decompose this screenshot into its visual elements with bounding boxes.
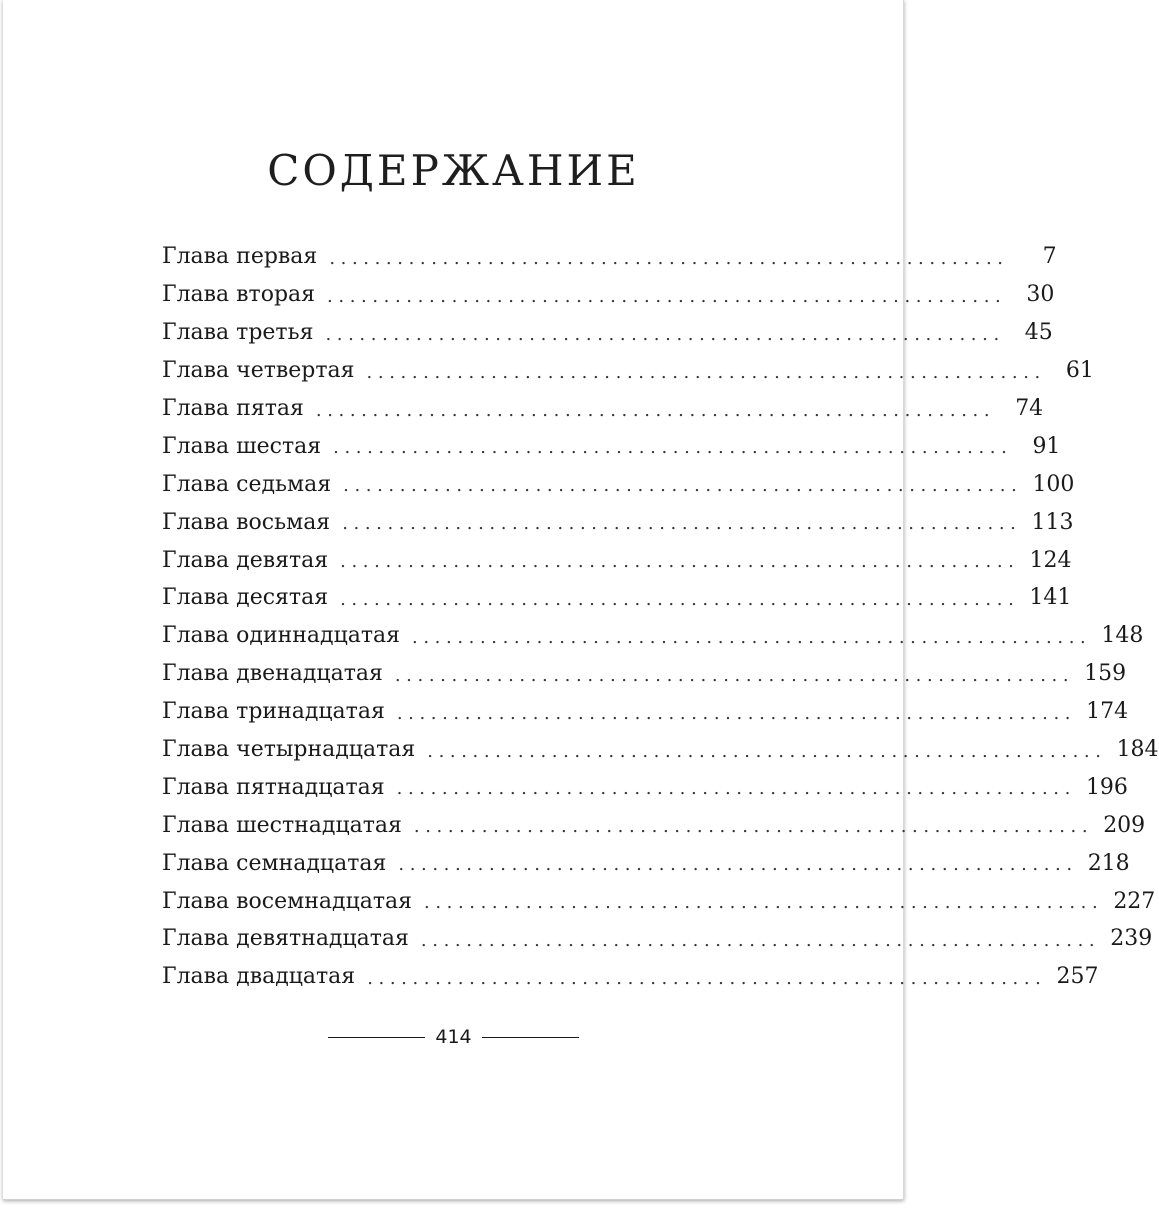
toc-entry-label: Глава девятнадцатая (162, 926, 421, 951)
toc-leader-dots: ............................................................ (366, 361, 1046, 383)
toc-entry-label: Глава двадцатая (162, 964, 367, 989)
toc-entry-page: 7 (1042, 244, 1057, 270)
toc-entry-label: Глава восьмая (162, 510, 342, 535)
toc-leader-dots: ............................................................ (398, 854, 1078, 876)
toc-leader-dots: ............................................................ (329, 247, 1009, 269)
toc-entry[interactable] (162, 390, 1044, 428)
toc-leader-dots: ............................................................ (340, 588, 1020, 610)
toc-entry[interactable] (162, 768, 1128, 806)
toc-entry-label: Глава семнадцатая (162, 851, 398, 876)
toc-entry-label: Глава пятая (162, 396, 316, 421)
page-number: 414 (435, 1026, 472, 1048)
toc-entry[interactable] (162, 276, 1055, 314)
toc-leader-dots: ............................................................ (396, 778, 1076, 800)
toc-entry-label: Глава четвертая (162, 358, 367, 383)
toc-entry[interactable] (162, 427, 1061, 465)
toc-entry-page: 239 (1110, 926, 1153, 952)
toc-entry-label: Глава вторая (162, 282, 327, 307)
page-footer (3, 1026, 904, 1048)
toc-entry-page: 30 (1026, 282, 1055, 308)
toc-entry-page: 196 (1085, 774, 1128, 800)
toc-entry-page: 257 (1056, 964, 1099, 990)
toc-leader-dots: ............................................................ (394, 664, 1075, 686)
toc-entry-label: Глава восемнадцатая (162, 889, 424, 914)
toc-entry-page: 61 (1065, 358, 1094, 384)
toc-entry-page: 141 (1029, 585, 1072, 611)
toc-entry[interactable] (162, 920, 1153, 958)
toc-entry[interactable] (162, 314, 1053, 352)
toc-entry-page: 159 (1084, 661, 1127, 687)
toc-leader-dots: ............................................................ (420, 929, 1101, 951)
toc-entry-page: 174 (1086, 699, 1129, 725)
toc-leader-dots: ............................................................ (325, 323, 1005, 345)
toc-leader-dots: ............................................................ (327, 285, 1007, 307)
toc-entry-label: Глава одиннадцатая (162, 623, 412, 648)
toc-entry-label: Глава седьмая (162, 472, 343, 497)
toc-entry-page: 74 (1015, 396, 1044, 421)
toc-leader-dots: ............................................................ (396, 702, 1077, 724)
toc-leader-dots: ............................................................ (315, 399, 996, 421)
toc-leader-dots: ............................................................ (413, 816, 1094, 838)
toc-entry[interactable] (162, 693, 1129, 731)
toc-entry[interactable] (162, 465, 1075, 503)
toc-entry-page: 91 (1032, 433, 1061, 459)
toc-leader-dots: ............................................................ (343, 475, 1023, 497)
toc-entry[interactable] (162, 579, 1072, 617)
toc-entry-label: Глава первая (162, 244, 329, 269)
toc-entry-label: Глава тринадцатая (162, 699, 397, 724)
toc-entry[interactable] (162, 541, 1072, 579)
page-title: СОДЕРЖАНИЕ (267, 146, 640, 195)
toc-entry-page: 113 (1031, 509, 1074, 535)
toc-entry[interactable] (162, 806, 1146, 844)
toc-entry-page: 100 (1032, 471, 1075, 497)
toc-leader-dots: ............................................................ (333, 437, 1013, 459)
toc-leader-dots: ............................................................ (340, 551, 1020, 573)
toc-entry-label: Глава девятая (162, 548, 340, 573)
toc-entry-page: 148 (1101, 623, 1144, 649)
toc-entry-label: Глава шестая (162, 434, 333, 459)
toc-leader-dots: ............................................................ (412, 626, 1092, 648)
toc-entry[interactable] (162, 731, 1159, 769)
toc-leader-dots: ............................................................ (342, 513, 1022, 535)
toc-leader-dots: ............................................................ (424, 892, 1104, 914)
toc-entry[interactable] (162, 352, 1094, 390)
toc-leader-dots: ............................................................ (427, 740, 1107, 762)
toc-entry[interactable] (162, 844, 1130, 882)
toc-entry-label: Глава третья (162, 320, 325, 345)
toc-entry-page: 218 (1087, 850, 1130, 876)
toc-entry-label: Глава десятая (162, 585, 340, 610)
toc-entry-label: Глава четырнадцатая (162, 737, 427, 762)
toc-entry-page: 124 (1029, 547, 1072, 573)
toc-entry-page: 227 (1113, 888, 1156, 914)
toc-entry[interactable] (162, 882, 1156, 920)
toc-entry[interactable] (162, 655, 1127, 693)
table-of-contents (162, 238, 1159, 996)
toc-entry-label: Глава шестнадцатая (162, 813, 414, 838)
toc-entry-page: 184 (1116, 737, 1159, 763)
toc-leader-dots: ............................................................ (367, 967, 1047, 989)
book-page (3, 0, 1159, 1200)
toc-entry-label: Глава двенадцатая (162, 661, 395, 686)
footer-rule-right (482, 1037, 579, 1038)
toc-entry[interactable] (162, 238, 1057, 276)
toc-entry-label: Глава пятнадцатая (162, 775, 397, 800)
footer-rule-left (328, 1037, 425, 1038)
toc-entry[interactable] (162, 617, 1144, 655)
toc-entry[interactable] (162, 503, 1074, 541)
toc-entry-page: 45 (1024, 320, 1053, 346)
toc-entry[interactable] (162, 958, 1099, 996)
toc-entry-page: 209 (1103, 812, 1146, 838)
